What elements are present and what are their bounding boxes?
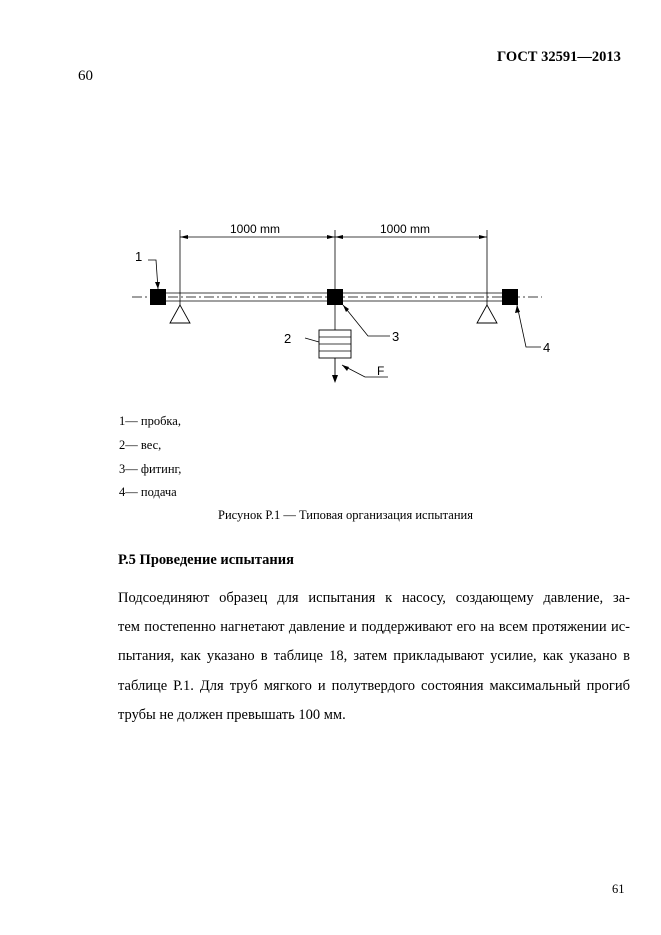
body-paragraph	[118, 584, 630, 730]
legend-item: 3— фитинг,	[119, 462, 182, 476]
callout-1: 1	[135, 249, 143, 264]
paragraph-line: тем постепенно нагнетают давление и поддерживают его на всем протяжении ис-	[118, 619, 630, 636]
support-left	[170, 305, 190, 323]
paragraph-line: трубы не должен превышать 100 мм.	[118, 706, 346, 723]
force-label: F	[377, 364, 385, 378]
fitting-block	[327, 289, 343, 305]
dimension-label-right: 1000 mm	[380, 222, 431, 236]
paragraph-line: пытания, как указано в таблице 18, затем прикладывают усилие, как указано в	[118, 648, 630, 665]
callout-4: 4	[543, 340, 550, 355]
page-number-right: 61	[612, 882, 625, 896]
legend-item: 2— вес,	[119, 438, 162, 452]
figure-caption: Рисунок Р.1 — Типовая организация испытания	[218, 508, 473, 522]
paragraph-line: таблице Р.1. Для труб мягкого и полутвердого состояния максимальный прогиб	[118, 677, 630, 694]
section-heading: Р.5 Проведение испытания	[118, 552, 294, 568]
feed-block	[502, 289, 518, 305]
page-number-left: 60	[78, 68, 93, 84]
legend-item: 4— подача	[119, 485, 177, 499]
callout-2: 2	[284, 331, 292, 346]
test-setup-figure	[120, 205, 550, 390]
support-right	[477, 305, 497, 323]
paragraph-line: Подсоединяют образец для испытания к насосу, создающему давление, за-	[118, 590, 630, 606]
callout-3: 3	[392, 329, 400, 344]
document-header: ГОСТ 32591—2013	[497, 49, 621, 65]
dimension-label-left: 1000 mm	[230, 222, 281, 236]
plug-block	[150, 289, 166, 305]
legend-item: 1— пробка,	[119, 414, 181, 428]
